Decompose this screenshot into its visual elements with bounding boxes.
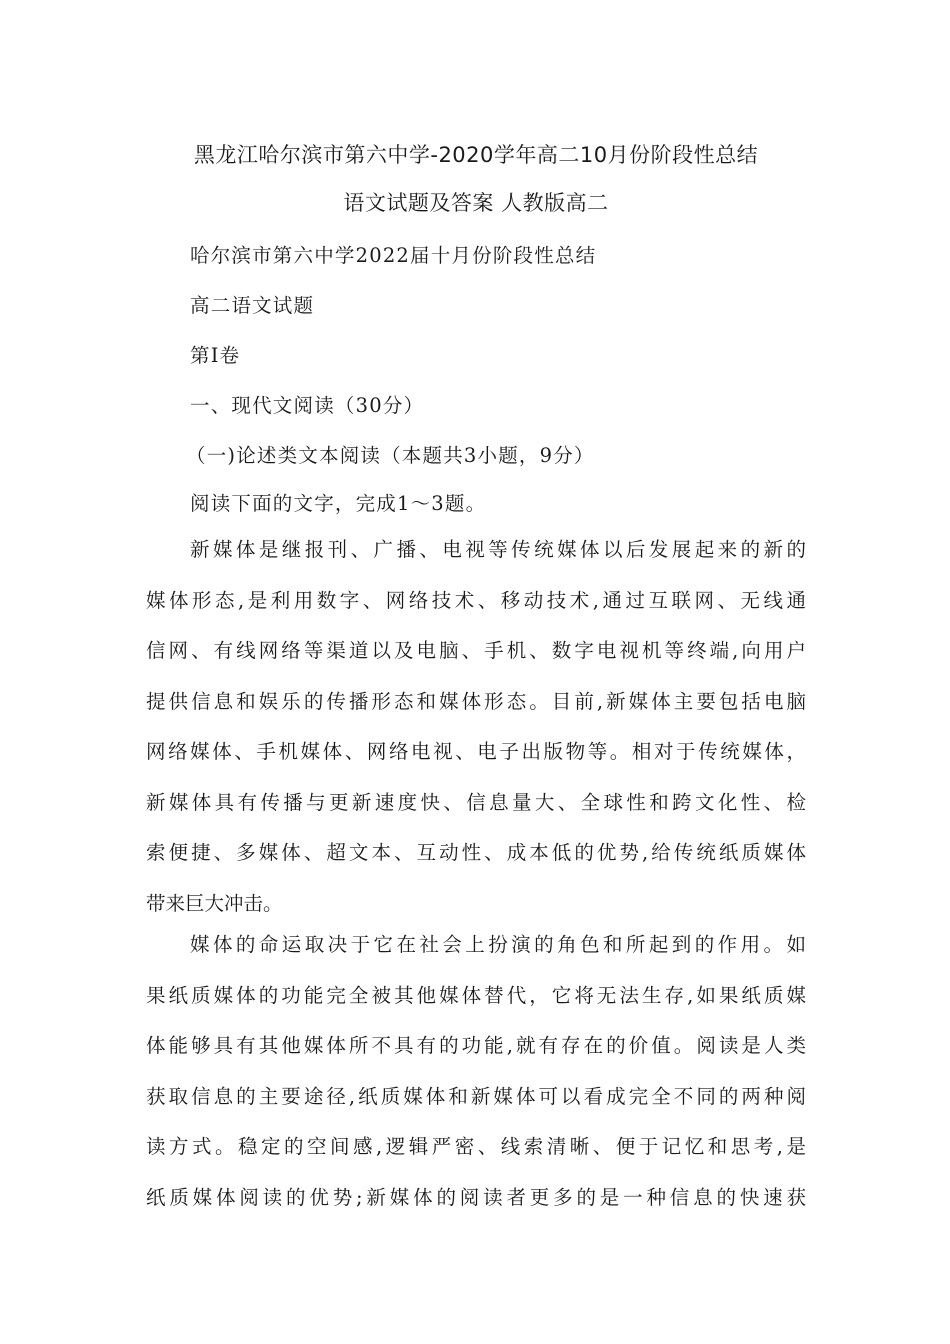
paragraph-line: 索便捷、多媒体、超文本、互动性、成本低的优势,给传统纸质媒体 bbox=[146, 841, 806, 864]
paragraph-line: 提供信息和娱乐的传播形态和媒体形态。目前,新媒体主要包括电脑 bbox=[146, 689, 806, 713]
exam-subject-heading: 高二语文试题 bbox=[190, 294, 315, 317]
paragraph-line: 网络媒体、手机媒体、网络电视、电子出版物等。相对于传统媒体， bbox=[146, 740, 806, 763]
paragraph-line: 读方式。稳定的空间感,逻辑严密、线索清晰、便于记忆和思考,是 bbox=[146, 1135, 806, 1158]
paragraph-line: 带来巨大冲击。 bbox=[146, 891, 283, 915]
document-title-line-2: 语文试题及答案 人教版高二 bbox=[343, 191, 609, 215]
reading-instruction: 阅读下面的文字，完成1～3题。 bbox=[190, 492, 487, 515]
paragraph-line: 媒体形态,是利用数字、网络技术、移动技术,通过互联网、无线通 bbox=[146, 588, 806, 612]
volume-heading: 第Ⅰ卷 bbox=[190, 344, 241, 367]
paragraph-line: 果纸质媒体的功能完全被其他媒体替代，它将无法生存,如果纸质媒 bbox=[146, 983, 806, 1007]
paragraph-line: 体能够具有其他媒体所不具有的功能,就有存在的价值。阅读是人类 bbox=[146, 1034, 806, 1057]
subsection-heading: （一)论述类文本阅读（本题共3小题，9分） bbox=[186, 444, 595, 467]
paragraph-line: 新媒体具有传播与更新速度快、信息量大、全球性和跨文化性、检 bbox=[146, 790, 806, 814]
school-exam-heading: 哈尔滨市第六中学2022届十月份阶段性总结 bbox=[190, 244, 597, 267]
paragraph-line: 信网、有线网络等渠道以及电脑、手机、数字电视机等终端,向用户 bbox=[146, 639, 806, 662]
document-title-line-1: 黑龙江哈尔滨市第六中学-2020学年高二10月份阶段性总结 bbox=[193, 143, 759, 167]
paragraph-line: 新媒体是继报刊、广播、电视等传统媒体以后发展起来的新的 bbox=[190, 538, 806, 561]
section-heading: 一、现代文阅读（30分） bbox=[190, 394, 425, 417]
paragraph-line: 媒体的命运取决于它在社会上扮演的角色和所起到的作用。如 bbox=[190, 933, 806, 956]
paragraph-line: 获取信息的主要途径,纸质媒体和新媒体可以看成完全不同的两种阅 bbox=[146, 1084, 806, 1108]
paragraph-line: 纸质媒体阅读的优势;新媒体的阅读者更多的是一种信息的快速获 bbox=[146, 1185, 806, 1209]
